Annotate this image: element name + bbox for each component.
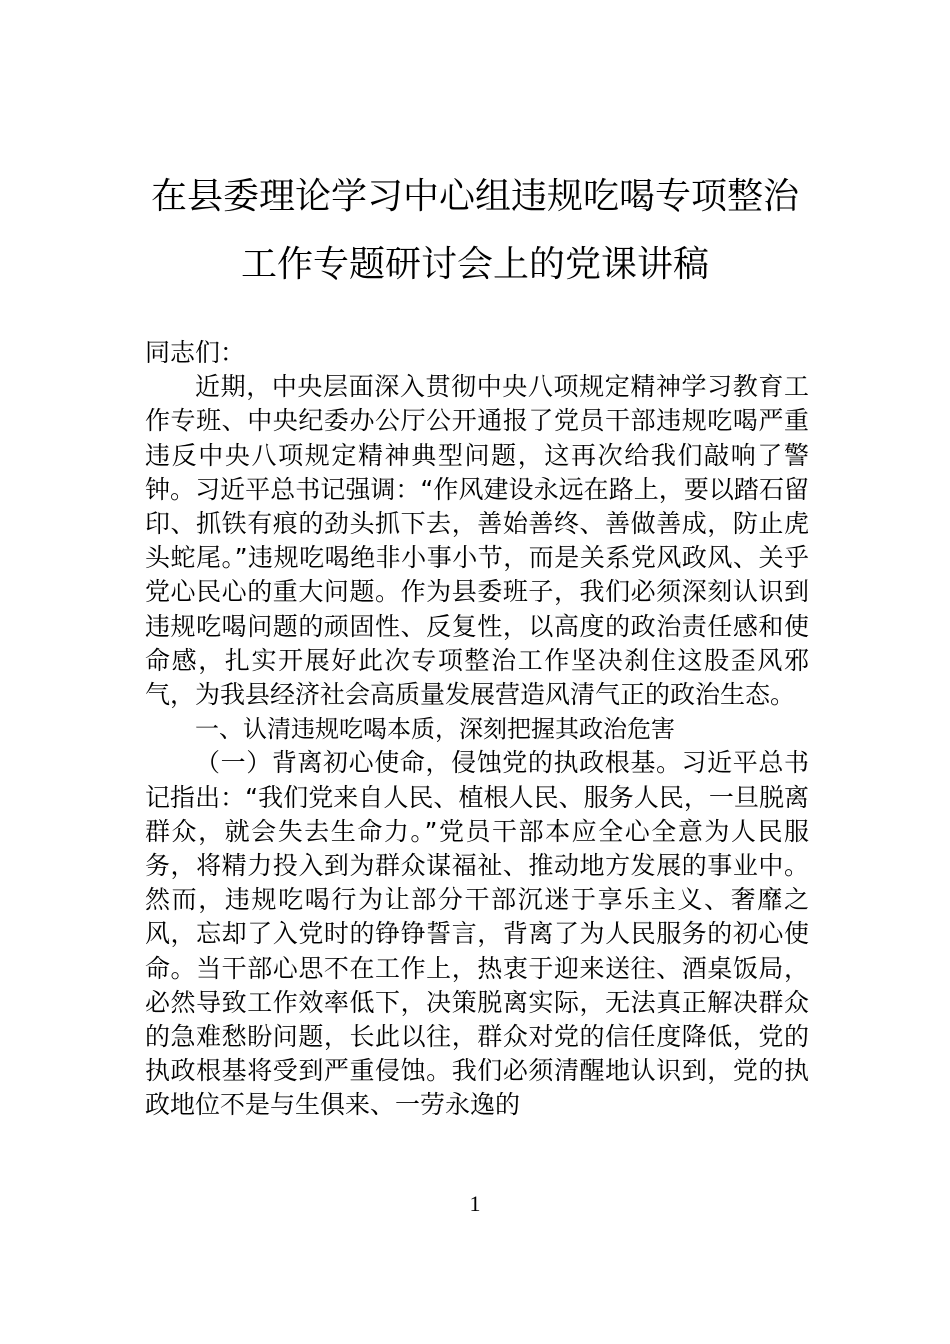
section-heading-1: 一、认清违规吃喝本质，深刻把握其政治危害 bbox=[195, 715, 675, 744]
salutation: 同志们： bbox=[145, 338, 246, 367]
document-title-line2: 工作专题研讨会上的党课讲稿 bbox=[240, 244, 709, 285]
document-body bbox=[145, 336, 809, 1123]
page-number: 1 bbox=[469, 1191, 481, 1216]
document-title-line1: 在县委理论学习中心组违规吃喝专项整治 bbox=[150, 176, 799, 217]
intro-paragraph: 近期，中央层面深入贯彻中央八项规定精神学习教育工作专班、中央纪委办公厅公开通报了党员干部违规吃喝严重违反中央八项规定精神典型问题，这再次给我们敲响了警钟。习近平总书记强调：“作风建设永远在路上，要以踏石留印、抓铁有痕的劲头抓下去，善始善终、善做善成，防止虎头蛇尾。”违规吃喝绝非小事小节，而是关系党风政风、关乎党心民心的重大问题。作为县委班子，我们必须深刻认识到违规吃喝问题的顽固性、反复性，以高度的政治责任感和使命感，扎实开展好此次专项整治工作坚决刹住这股歪风邪气，为我县经济社会高质量发展营造风清气正的政治生态。 bbox=[145, 372, 809, 710]
subsection-paragraph-1: （一）背离初心使命，侵蚀党的执政根基。习近平总书记指出：“我们党来自人民、植根人民、服务人民，一旦脱离群众，就会失去生命力。”党员干部本应全心全意为人民服务，将精力投入到为群众谋福祉、推动地方发展的事业中。然而，违规吃喝行为让部分干部沉迷于享乐主义、奢靡之风，忘却了入党时的铮铮誓言，背离了为人民服务的初心使命。当干部心思不在工作上，热衷于迎来送往、酒桌饭局，必然导致工作效率低下，决策脱离实际，无法真正解决群众的急难愁盼问题，长此以往，群众对党的信任度降低，党的执政根基将受到严重侵蚀。我们必须清醒地认识到，党的执政地位不是与生俱来、一劳永逸的 bbox=[145, 748, 809, 1120]
